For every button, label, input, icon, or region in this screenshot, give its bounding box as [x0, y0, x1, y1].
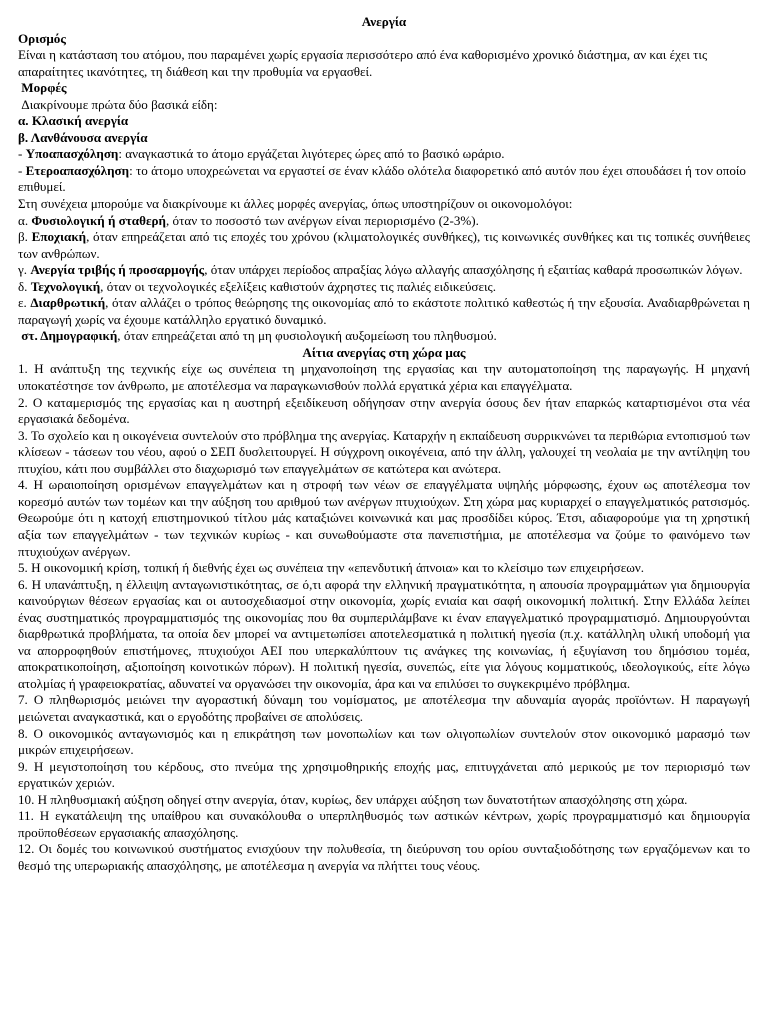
form-item: στ. Δημογραφική, όταν επηρεάζεται από τη μη φυσιολογική αυξομείωση του πληθυσμού. — [21, 328, 497, 344]
cause-item: 1. Η ανάπτυξη της τεχνικής είχε ως συνέπεια τη μηχανοποίηση της εργασίας και την αυτοματοποίηση της παραγωγής. Η μηχανή υποκατέστησε τον άνθρωπο, με αποτέλεσμα να παραγκωνισθούν πολλά εργατικά χέρια και επαγγέλματα. — [18, 361, 750, 394]
cause-item: 9. Η μεγιστοποίηση του κέρδους, στο πνεύμα της χρησιμοθηρικής εποχής μας, επιτυγχάνεται από μερικούς με τον περιορισμό των εργατικών χεριών. — [18, 758, 750, 791]
latent-unemployment: β. Λανθάνουσα ανεργία — [18, 129, 148, 145]
causes-heading: Αίτια ανεργίας στη χώρα μας — [302, 344, 466, 360]
cause-item: 11. Η εγκατάλειψη της υπαίθρου και συνακόλουθα ο υπερπληθυσμός των αστικών κέντρων, χωρίς προγραμματισμό και δημιουργία προϋποθέσεων εργασιακής απασχόλησης. — [18, 808, 750, 840]
form-item: ε. Διαρθρωτική, όταν αλλάζει ο τρόπος θεώρησης της οικονομίας από το εκάστοτε πολιτικό καθεστώς ή την εξουσία. Αναδιαρθρώνεται η παραγωγή χωρίς να έχουμε κατάλληλο εργατικό δυναμικό. — [18, 295, 751, 327]
other-forms-list — [18, 213, 750, 345]
definition-text: Είναι η κατάσταση του ατόμου, που παραμένει χωρίς εργασία περισσότερο από ένα καθορισμένο χρονικό διάστημα, αν και έχει τις απαραίτητες ικανότητες, τη διάθεση και την προθυμία να εργασθεί. — [18, 47, 708, 79]
cause-item: 7. Ο πληθωρισμός μειώνει την αγοραστική δύναμη του νομίσματος, με αποτέλεσμα την αδυναμία αγοράς προϊόντων. Η παραγωγή μειώνεται αναγκαστικά, και ο εργοδότης προβαίνει σε απολύσεις. — [18, 692, 750, 724]
cause-item: 6. Η υπανάπτυξη, η έλλειψη ανταγωνιστικότητας, σε ό,τι αφορά την ελληνική πραγματικότητα, η απουσία προγραμμάτων για δημιουργία καινούργιων θέσεων εργασίας και οι αυτοσχεδιασμοί στην οικονομία, χωρίς ενιαία και σαφή οικονομική πολιτική. Στην Ελλάδα λείπει ένας συστηματικός προγραμματισμός της οικονομίας που θα συμπεριλάμβανε κι έναν επαγγελματικό προγραμματισμό. Δημιουργούνται διαρθρωτικά προβλήματα, τα οποία δεν μπορεί να αντιμετωπίσει αποτελεσματικά η πολιτική ηγεσία (π.χ. κατάλληλη υλική υποδομή για να απορροφηθούν επιστήμονες, πτυχιούχοι ΑΕΙ που υπερκαλύπτουν τις ανάγκες της κοινωνίας, ή εξυγίανση του δημόσιου τομέα, αποκρατικοποίηση, αξιοποίηση κοινοτικών πόρων). Η πολιτική ηγεσία, συνεπώς, είτε για λόγους κομματικούς, ιδεολογικούς, είτε λόγω ατολμίας ή γραφειοκρατίας, αδυνατεί να οργανώσει την οικονομία, άρα και να επιλύσει το συγκεκριμένο πρόβλημα. — [18, 576, 750, 691]
cause-item: 10. Η πληθυσμιακή αύξηση οδηγεί στην ανεργία, όταν, κυρίως, δεν υπάρχει αύξηση των δυνατοτήτων απασχόλησης στη χώρα. — [18, 791, 688, 807]
form-item: γ. Ανεργία τριβής ή προσαρμογής, όταν υπάρχει περίοδος απραξίας λόγω αλλαγής απασχόλησης ή εξαιτίας καθαρά προσωπικών λόγων. — [18, 262, 743, 278]
form-item: δ. Τεχνολογική, όταν οι τεχνολογικές εξελίξεις καθιστούν άχρηστες τις παλιές ειδικεύσεις. — [18, 278, 496, 294]
cause-item: 2. Ο καταμερισμός της εργασίας και η αυστηρή εξειδίκευση οδήγησαν στην ανεργία όσους δεν ήταν επαρκώς καταρτισμένοι στα νέα εργασιακά δεδομένα. — [18, 394, 750, 427]
underemployment-item: - Υποαπασχόληση: αναγκαστικά το άτομο εργάζεται λιγότερες ώρες από το βασικό ωράριο. — [18, 146, 505, 162]
cause-item: 8. Ο οικονομικός ανταγωνισμός και η επικράτηση των μονοπωλίων και των ολιγοπωλίων συντελούν στον οικονομικό μαρασμό των μικρών επιχειρήσεων. — [18, 725, 750, 758]
cause-item: 5. Η οικονομική κρίση, τοπική ή διεθνής έχει ως συνέπεια την «επενδυτική άπνοια» και το κλείσιμο των επιχειρήσεων. — [18, 560, 645, 576]
other-forms-intro: Στη συνέχεια μπορούμε να διακρίνουμε κι άλλες μορφές ανεργίας, όπως υποστηρίζουν οι οικονομολόγοι: — [18, 196, 573, 212]
document-title: Ανεργία — [361, 14, 407, 29]
cause-item: 12. Οι δομές του κοινωνικού συστήματος ενισχύουν την πολυθεσία, τη διεύρυνση του ορίου συνταξιοδότησης των εργαζόμενων και το θεσμό της υπερωριακής απασχόλησης, με αποτέλεσμα η ανεργία να πλήττει τους νέους. — [18, 841, 750, 873]
forms-heading: Μορφές — [21, 80, 67, 96]
classic-unemployment: α. Κλασική ανεργία — [18, 113, 129, 129]
causes-list — [18, 361, 750, 874]
form-item: β. Εποχιακή, όταν επηρεάζεται από τις εποχές του χρόνου (κλιματολογικές συνθήκες), τις κοινωνικές συνθήκες και τις τοπικές συνήθειες των ανθρώπων. — [18, 229, 750, 261]
definition-heading: Ορισμός — [18, 30, 66, 46]
form-item: α. Φυσιολογική ή σταθερή, όταν το ποσοστό των ανέργων είναι περιορισμένο (2-3%). — [18, 212, 479, 228]
cause-item: 3. Το σχολείο και η οικογένεια συντελούν στο πρόβλημα της ανεργίας. Καταρχήν η εκπαίδευση συρρικνώνει τα περιθώρια εντοπισμού των κλίσεων - τάσεων του νέου, αφού ο ΣΕΠ δυσλειτουργεί. Η σύγχρονη οικογένεια, από την άλλη, γαλουχεί τη νεολαία με την αντίληψη του πτυχίου, κάτι που συμβάλλει στο διαχωρισμό των επαγγελμάτων σε κατώτερα και ανώτερα. — [18, 427, 750, 476]
cause-item: 4. Η ωραιοποίηση ορισμένων επαγγελμάτων και η στροφή των νέων σε επαγγέλματα υψηλής μόρφωσης, έχουν ως αποτέλεσμα τον κορεσμό αυτών των τομέων και την αύξηση του αριθμού των ανέργων πτυχιούχων. Στη χώρα μας κυριαρχεί ο επαγγελματικός ρατσισμός. Θεωρούμε ότι η κατοχή επιστημονικού τίτλου μάς καταξιώνει κοινωνικά και μας προσδίδει κύρος. Έτσι, αδιαφορούμε για τη χρηστική αξία των επαγγελμάτων - των τεχνικών κυρίως - και συνωθούμαστε στα πανεπιστήμια, με αποτέλεσμα να ζούμε το φαινόμενο των πτυχιούχων ανέργων. — [18, 477, 750, 559]
forms-intro: Διακρίνουμε πρώτα δύο βασικά είδη: — [21, 96, 218, 112]
hetero-employment-item: - Ετεροαπασχόληση: το άτομο υποχρεώνεται να εργαστεί σε έναν κλάδο ολότελα διαφορετικό από αυτόν που έχει σπουδάσει ή τον οποίο επιθυμεί. — [18, 162, 746, 195]
